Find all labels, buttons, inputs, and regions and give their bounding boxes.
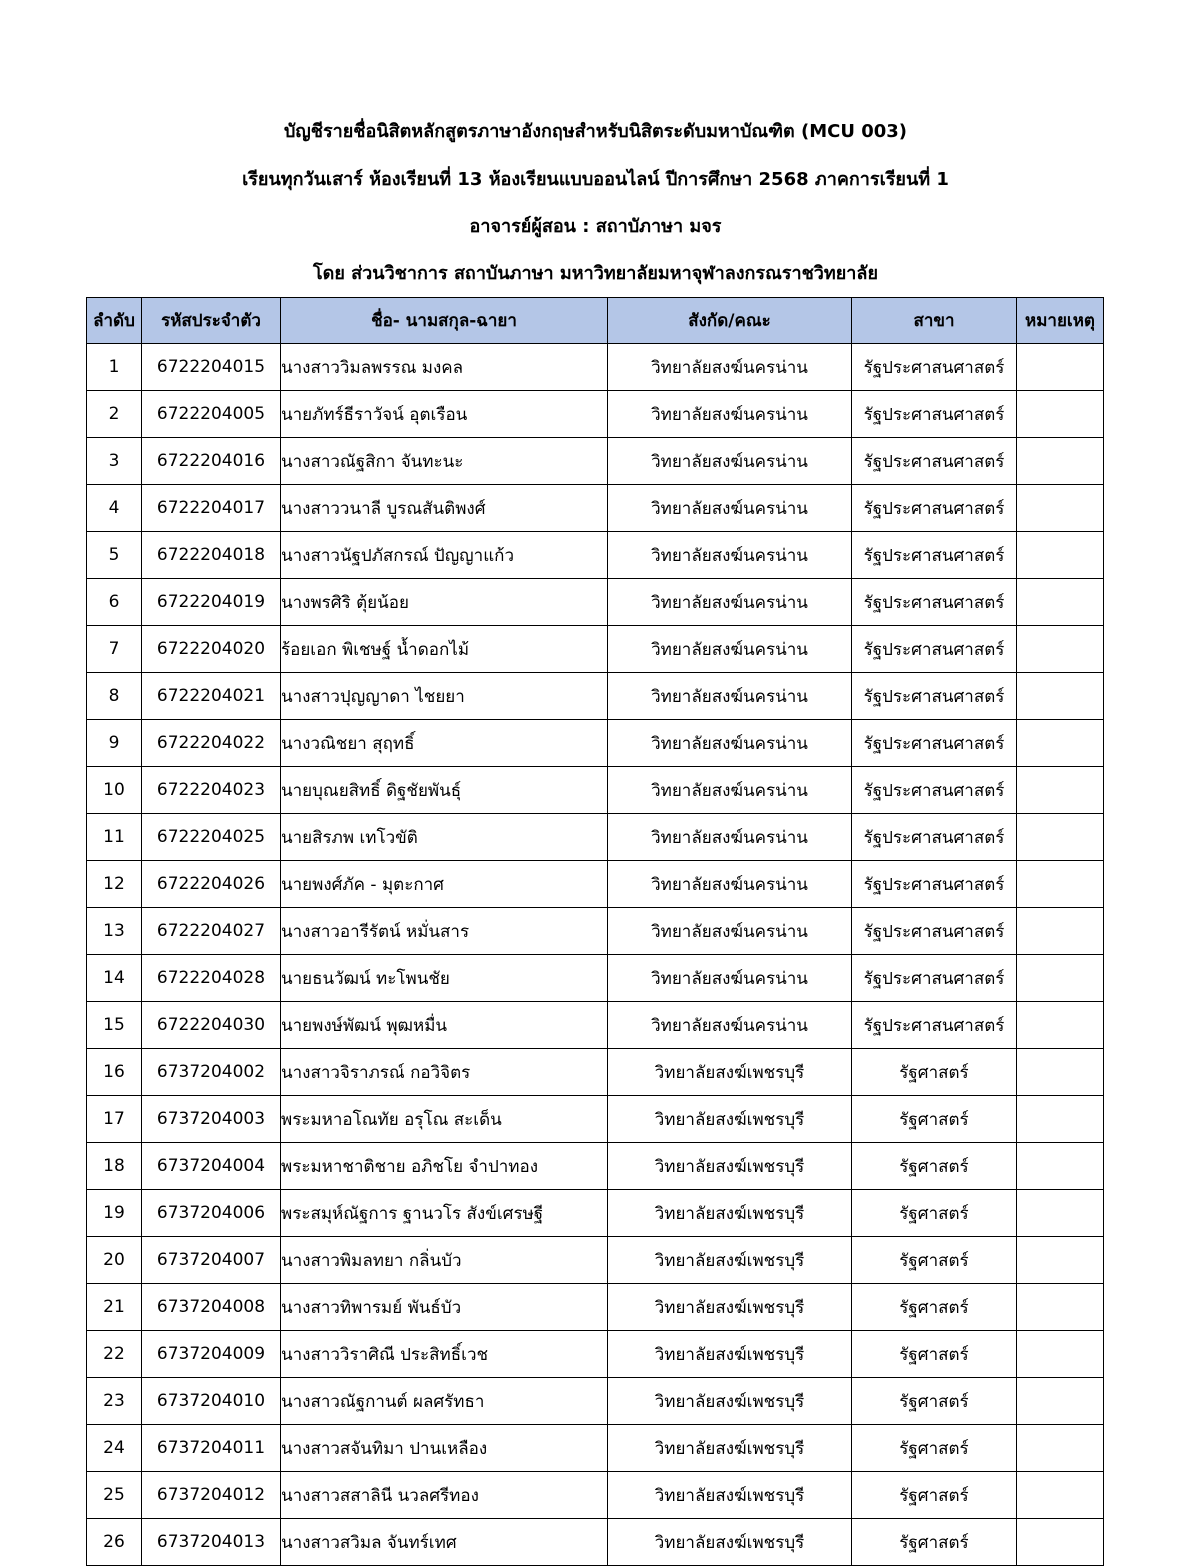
student-id-cell: 6737204002 <box>142 1049 281 1096</box>
table-row <box>87 908 1104 955</box>
branch-cell: รัฐประศาสนศาสตร์ <box>852 767 1017 814</box>
faculty-cell: วิทยาลัยสงฆ์เพชรบุรี <box>608 1284 852 1331</box>
branch-cell: รัฐประศาสนศาสตร์ <box>852 438 1017 485</box>
faculty-cell: วิทยาลัยสงฆ์เพชรบุรี <box>608 1237 852 1284</box>
note-cell <box>1017 1519 1104 1566</box>
table-row <box>87 673 1104 720</box>
student-name-cell: นางวณิชยา สุฤทธิ์ <box>281 720 608 767</box>
note-cell <box>1017 391 1104 438</box>
student-id-cell: 6722204025 <box>142 814 281 861</box>
student-id-cell: 6722204017 <box>142 485 281 532</box>
table-row <box>87 1237 1104 1284</box>
student-id-cell: 6722204030 <box>142 1002 281 1049</box>
faculty-cell: วิทยาลัยสงฆ์นครน่าน <box>608 955 852 1002</box>
note-cell <box>1017 485 1104 532</box>
table-row <box>87 532 1104 579</box>
class-schedule-line: เรียนทุกวันเสาร์ ห้องเรียนที่ 13 ห้องเรียนแบบออนไลน์ ปีการศึกษา 2568 ภาคการเรียนที่ 1 <box>242 169 949 190</box>
table-header-row <box>87 298 1104 344</box>
branch-cell: รัฐประศาสนศาสตร์ <box>852 1002 1017 1049</box>
table-row <box>87 438 1104 485</box>
table-row <box>87 955 1104 1002</box>
faculty-cell: วิทยาลัยสงฆ์เพชรบุรี <box>608 1472 852 1519</box>
student-id-cell: 6737204004 <box>142 1143 281 1190</box>
student-name-cell: นางสาวพิมลทยา กลิ่นบัว <box>281 1237 608 1284</box>
student-id-cell: 6722204018 <box>142 532 281 579</box>
note-cell <box>1017 955 1104 1002</box>
note-cell <box>1017 1378 1104 1425</box>
branch-cell: รัฐประศาสนศาสตร์ <box>852 955 1017 1002</box>
branch-cell: รัฐศาสตร์ <box>852 1472 1017 1519</box>
faculty-cell: วิทยาลัยสงฆ์เพชรบุรี <box>608 1049 852 1096</box>
row-number-cell: 3 <box>87 438 142 485</box>
student-name-cell: นางสาวสวิมล จันทร์เทศ <box>281 1519 608 1566</box>
row-number-cell: 19 <box>87 1190 142 1237</box>
branch-cell: รัฐประศาสนศาสตร์ <box>852 673 1017 720</box>
row-number-cell: 10 <box>87 767 142 814</box>
note-cell <box>1017 814 1104 861</box>
table-row <box>87 1425 1104 1472</box>
student-name-cell: นางสาวสสาลินี นวลศรีทอง <box>281 1472 608 1519</box>
student-id-cell: 6722204026 <box>142 861 281 908</box>
branch-cell: รัฐศาสตร์ <box>852 1096 1017 1143</box>
note-cell <box>1017 1096 1104 1143</box>
student-name-cell: นางสาวปุญญาดา ไชยยา <box>281 673 608 720</box>
student-id-cell: 6737204006 <box>142 1190 281 1237</box>
row-number-cell: 23 <box>87 1378 142 1425</box>
table-body <box>87 344 1104 1566</box>
branch-cell: รัฐศาสตร์ <box>852 1143 1017 1190</box>
note-cell <box>1017 1425 1104 1472</box>
student-name-cell: นางสาววิราศิณี ประสิทธิ์เวช <box>281 1331 608 1378</box>
note-cell <box>1017 1237 1104 1284</box>
faculty-cell: วิทยาลัยสงฆ์นครน่าน <box>608 673 852 720</box>
row-number-cell: 18 <box>87 1143 142 1190</box>
row-number-cell: 25 <box>87 1472 142 1519</box>
note-cell <box>1017 1002 1104 1049</box>
faculty-cell: วิทยาลัยสงฆ์เพชรบุรี <box>608 1378 852 1425</box>
branch-cell: รัฐประศาสนศาสตร์ <box>852 908 1017 955</box>
student-id-cell: 6737204008 <box>142 1284 281 1331</box>
student-id-cell: 6722204019 <box>142 579 281 626</box>
branch-cell: รัฐประศาสนศาสตร์ <box>852 626 1017 673</box>
column-header-no: ลำดับ <box>87 298 142 344</box>
student-id-cell: 6737204003 <box>142 1096 281 1143</box>
row-number-cell: 4 <box>87 485 142 532</box>
faculty-cell: วิทยาลัยสงฆ์นครน่าน <box>608 1002 852 1049</box>
table-row <box>87 1284 1104 1331</box>
student-name-cell: นางสาวสจันทิมา ปานเหลือง <box>281 1425 608 1472</box>
branch-cell: รัฐศาสตร์ <box>852 1331 1017 1378</box>
student-name-cell: นางสาวอารีรัตน์ หมั่นสาร <box>281 908 608 955</box>
instructor-line: อาจารย์ผู้สอน : สถาบัภาษา มจร <box>469 216 722 237</box>
student-name-cell: นายสิรภพ เทโวขัติ <box>281 814 608 861</box>
note-cell <box>1017 344 1104 391</box>
table-row <box>87 626 1104 673</box>
note-cell <box>1017 1472 1104 1519</box>
student-name-cell: นายธนวัฒน์ ทะโพนชัย <box>281 955 608 1002</box>
table-row <box>87 767 1104 814</box>
table-row <box>87 720 1104 767</box>
faculty-cell: วิทยาลัยสงฆ์เพชรบุรี <box>608 1096 852 1143</box>
student-id-cell: 6737204011 <box>142 1425 281 1472</box>
column-header-branch: สาขา <box>852 298 1017 344</box>
faculty-cell: วิทยาลัยสงฆ์นครน่าน <box>608 579 852 626</box>
note-cell <box>1017 908 1104 955</box>
row-number-cell: 16 <box>87 1049 142 1096</box>
branch-cell: รัฐประศาสนศาสตร์ <box>852 814 1017 861</box>
faculty-cell: วิทยาลัยสงฆ์นครน่าน <box>608 720 852 767</box>
student-name-cell: นางสาวจิราภรณ์ กอวิจิตร <box>281 1049 608 1096</box>
table-row <box>87 1472 1104 1519</box>
row-number-cell: 5 <box>87 532 142 579</box>
student-id-cell: 6737204007 <box>142 1237 281 1284</box>
branch-cell: รัฐประศาสนศาสตร์ <box>852 485 1017 532</box>
student-name-cell: นางสาววิมลพรรณ มงคล <box>281 344 608 391</box>
row-number-cell: 13 <box>87 908 142 955</box>
student-name-cell: นายบุณยสิทธิ์ ดิฐชัยพันธุ์ <box>281 767 608 814</box>
column-header-name: ชื่อ- นามสกุล-ฉายา <box>281 298 608 344</box>
student-name-cell: นางสาวณัฐกานต์ ผลศรัทธา <box>281 1378 608 1425</box>
table-row <box>87 814 1104 861</box>
table-row <box>87 1378 1104 1425</box>
student-name-cell: นางสาวณัฐสิกา จันทะนะ <box>281 438 608 485</box>
note-cell <box>1017 767 1104 814</box>
branch-cell: รัฐประศาสนศาสตร์ <box>852 720 1017 767</box>
note-cell <box>1017 579 1104 626</box>
student-name-cell: นายพงษ์พัฒน์ พุฒหมื่น <box>281 1002 608 1049</box>
row-number-cell: 22 <box>87 1331 142 1378</box>
student-id-cell: 6722204021 <box>142 673 281 720</box>
branch-cell: รัฐประศาสนศาสตร์ <box>852 579 1017 626</box>
student-id-cell: 6722204022 <box>142 720 281 767</box>
branch-cell: รัฐศาสตร์ <box>852 1190 1017 1237</box>
faculty-cell: วิทยาลัยสงฆ์นครน่าน <box>608 861 852 908</box>
student-name-cell: นางสาววนาลี บูรณสันติพงศ์ <box>281 485 608 532</box>
table-row <box>87 579 1104 626</box>
student-id-cell: 6722204023 <box>142 767 281 814</box>
column-header-student-id: รหัสประจำตัว <box>142 298 281 344</box>
row-number-cell: 24 <box>87 1425 142 1472</box>
faculty-cell: วิทยาลัยสงฆ์นครน่าน <box>608 485 852 532</box>
branch-cell: รัฐศาสตร์ <box>852 1237 1017 1284</box>
branch-cell: รัฐประศาสนศาสตร์ <box>852 344 1017 391</box>
student-name-cell: นางสาวนัฐปภัสกรณ์ ปัญญาแก้ว <box>281 532 608 579</box>
row-number-cell: 2 <box>87 391 142 438</box>
faculty-cell: วิทยาลัยสงฆ์นครน่าน <box>608 532 852 579</box>
row-number-cell: 26 <box>87 1519 142 1566</box>
faculty-cell: วิทยาลัยสงฆ์นครน่าน <box>608 908 852 955</box>
table-row <box>87 1519 1104 1566</box>
table-row <box>87 1049 1104 1096</box>
student-name-cell: นายภัทร์ธีราวัจน์ อุตเรือน <box>281 391 608 438</box>
row-number-cell: 1 <box>87 344 142 391</box>
student-id-cell: 6737204012 <box>142 1472 281 1519</box>
row-number-cell: 15 <box>87 1002 142 1049</box>
student-name-cell: นางสาวทิพารมย์ พันธ์บัว <box>281 1284 608 1331</box>
faculty-cell: วิทยาลัยสงฆ์เพชรบุรี <box>608 1143 852 1190</box>
faculty-cell: วิทยาลัยสงฆ์เพชรบุรี <box>608 1519 852 1566</box>
student-id-cell: 6722204016 <box>142 438 281 485</box>
branch-cell: รัฐประศาสนศาสตร์ <box>852 861 1017 908</box>
column-header-note: หมายเหตุ <box>1017 298 1104 344</box>
note-cell <box>1017 1190 1104 1237</box>
row-number-cell: 21 <box>87 1284 142 1331</box>
student-id-cell: 6722204005 <box>142 391 281 438</box>
table-row <box>87 1002 1104 1049</box>
note-cell <box>1017 1331 1104 1378</box>
column-header-faculty: สังกัด/คณะ <box>608 298 852 344</box>
note-cell <box>1017 532 1104 579</box>
row-number-cell: 8 <box>87 673 142 720</box>
row-number-cell: 12 <box>87 861 142 908</box>
faculty-cell: วิทยาลัยสงฆ์นครน่าน <box>608 767 852 814</box>
row-number-cell: 17 <box>87 1096 142 1143</box>
faculty-cell: วิทยาลัยสงฆ์นครน่าน <box>608 391 852 438</box>
table-row <box>87 1331 1104 1378</box>
table-row <box>87 1096 1104 1143</box>
branch-cell: รัฐศาสตร์ <box>852 1519 1017 1566</box>
student-name-cell: พระมหาชาติชาย อภิชโย จำปาทอง <box>281 1143 608 1190</box>
note-cell <box>1017 438 1104 485</box>
table-row <box>87 861 1104 908</box>
student-id-cell: 6722204015 <box>142 344 281 391</box>
note-cell <box>1017 720 1104 767</box>
faculty-cell: วิทยาลัยสงฆ์เพชรบุรี <box>608 1331 852 1378</box>
row-number-cell: 9 <box>87 720 142 767</box>
note-cell <box>1017 1284 1104 1331</box>
table-row <box>87 344 1104 391</box>
faculty-cell: วิทยาลัยสงฆ์นครน่าน <box>608 438 852 485</box>
table-row <box>87 1190 1104 1237</box>
faculty-cell: วิทยาลัยสงฆ์เพชรบุรี <box>608 1425 852 1472</box>
student-name-cell: นางพรศิริ ตุ้ยน้อย <box>281 579 608 626</box>
table-row <box>87 485 1104 532</box>
note-cell <box>1017 673 1104 720</box>
student-id-cell: 6737204009 <box>142 1331 281 1378</box>
faculty-cell: วิทยาลัยสงฆ์นครน่าน <box>608 626 852 673</box>
student-id-cell: 6737204010 <box>142 1378 281 1425</box>
student-name-cell: พระสมุห์ณัฐการ ฐานวโร สังข์เศรษฐี <box>281 1190 608 1237</box>
branch-cell: รัฐศาสตร์ <box>852 1049 1017 1096</box>
row-number-cell: 11 <box>87 814 142 861</box>
table-row <box>87 1143 1104 1190</box>
faculty-cell: วิทยาลัยสงฆ์นครน่าน <box>608 344 852 391</box>
student-id-cell: 6737204013 <box>142 1519 281 1566</box>
row-number-cell: 7 <box>87 626 142 673</box>
student-id-cell: 6722204028 <box>142 955 281 1002</box>
row-number-cell: 14 <box>87 955 142 1002</box>
branch-cell: รัฐศาสตร์ <box>852 1425 1017 1472</box>
faculty-cell: วิทยาลัยสงฆ์เพชรบุรี <box>608 1190 852 1237</box>
branch-cell: รัฐศาสตร์ <box>852 1284 1017 1331</box>
row-number-cell: 6 <box>87 579 142 626</box>
note-cell <box>1017 626 1104 673</box>
student-name-cell: พระมหาอโณทัย อรุโณ สะเด็น <box>281 1096 608 1143</box>
table-row <box>87 391 1104 438</box>
organizer-line: โดย ส่วนวิชาการ สถาบันภาษา มหาวิทยาลัยมหาจุฬาลงกรณราชวิทยาลัย <box>313 263 878 284</box>
note-cell <box>1017 1143 1104 1190</box>
student-id-cell: 6722204027 <box>142 908 281 955</box>
branch-cell: รัฐประศาสนศาสตร์ <box>852 532 1017 579</box>
branch-cell: รัฐประศาสนศาสตร์ <box>852 391 1017 438</box>
note-cell <box>1017 861 1104 908</box>
row-number-cell: 20 <box>87 1237 142 1284</box>
student-name-cell: ร้อยเอก พิเชษฐ์ น้ำดอกไม้ <box>281 626 608 673</box>
faculty-cell: วิทยาลัยสงฆ์นครน่าน <box>608 814 852 861</box>
branch-cell: รัฐศาสตร์ <box>852 1378 1017 1425</box>
student-id-cell: 6722204020 <box>142 626 281 673</box>
student-name-cell: นายพงศ์ภัค - มุตะกาศ <box>281 861 608 908</box>
note-cell <box>1017 1049 1104 1096</box>
document-title: บัญชีรายชื่อนิสิตหลักสูตรภาษาอังกฤษสำหรับนิสิตระดับมหาบัณฑิต (MCU 003) <box>283 121 908 142</box>
student-roster-table <box>86 297 1104 1566</box>
